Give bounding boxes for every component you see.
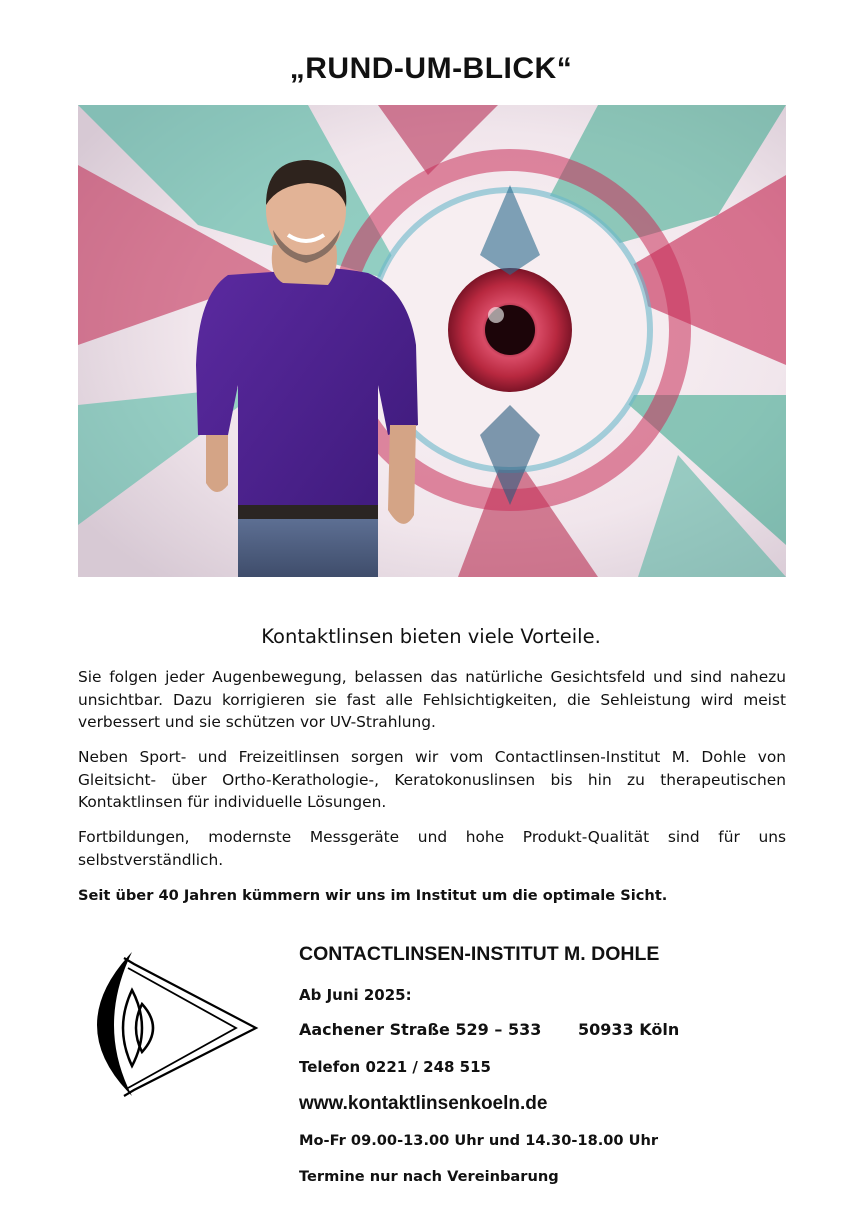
graffiti-eye-illustration [78, 105, 786, 577]
claim-40-years: Seit über 40 Jahren kümmern wir uns im Institut um die optimale Sicht. [78, 887, 668, 904]
street-address: Aachener Straße 529 – 533 [299, 1020, 542, 1039]
subheading: Kontaktlinsen bieten viele Vorteile. [261, 625, 601, 648]
city-address: 50933 Köln [578, 1020, 680, 1039]
hero-photo [78, 105, 786, 577]
page-title: „RUND-UM-BLICK“ [289, 52, 573, 85]
paragraph-advantages: Sie folgen jeder Augenbewegung, belassen das natürliche Gesichtsfeld und sind nahezu unsichtbar. Dazu korrigieren sie fast alle Fehlsichtigkeiten, die Sehleistung wird meist verbessert und sie schützen vor UV-Strahlung. [78, 668, 786, 731]
opening-hours: Mo-Fr 09.00-13.00 Uhr und 14.30-18.00 Uhr [299, 1132, 659, 1149]
phone-number[interactable]: Telefon 0221 / 248 515 [299, 1058, 491, 1076]
paragraph-quality: Fortbildungen, modernste Messgeräte und hohe Produkt-Qualität sind für uns selbstverständlich. [78, 828, 786, 869]
paragraph-lens-types: Neben Sport- und Freizeitlinsen sorgen wir vom Contactlinsen-Institut M. Dohle von Gleitsicht- über Ortho-Kerathologie-, Keratokonuslinsen bis hin zu therapeutischen Kontaktlinsen für individuelle Lösungen. [78, 748, 786, 811]
move-date: Ab Juni 2025: [299, 986, 412, 1004]
appointment-note: Termine nur nach Vereinbarung [299, 1168, 559, 1185]
company-name: CONTACTLINSEN-INSTITUT M. DOHLE [299, 943, 660, 965]
website-link[interactable]: www.kontaktlinsenkoeln.de [299, 1093, 548, 1114]
eye-logo-icon [76, 950, 262, 1098]
